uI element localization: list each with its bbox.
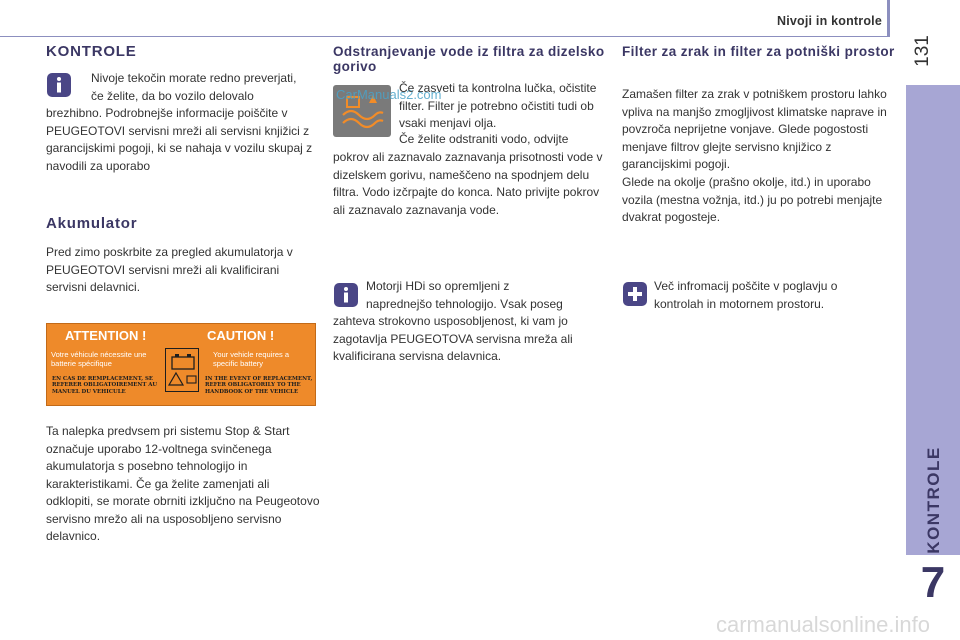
intro-text: brezhibno. Podrobnejše informacije poiščite v PEUGEOTOVI servisni mreži ali servisni knjižici z garancijskimi pogoji, ki se nahaja v vozilu skupaj z navodili za uporabo [46, 106, 313, 173]
label-attention: ATTENTION ! [65, 328, 147, 343]
label-caution: CAUTION ! [207, 328, 275, 343]
plus-icon [623, 282, 647, 306]
chapter-tab-label: KONTROLE [924, 446, 943, 554]
info-icon [47, 73, 71, 97]
sticker-text: Ta nalepka predvsem pri sistemu Stop & Start označuje uporabo 12-voltnega svinčenega akumulatorja s posebno tehnologijo in karakteristikami. Če ga želite zamenjati ali odklopiti, se morate obrniti izključno na Peugeotovo servisno mrežo ali na usposobljeno servisno delavnico. [46, 424, 320, 543]
battery-text: Pred zimo poskrbite za pregled akumulatorja v PEUGEOTOVI servisni mreži ali kvalificirani servisni delavnici. [46, 245, 293, 294]
diesel-filter-text-2: pokrov ali zaznavalo zaznavanja prisotnosti vode v dizelskem gorivu, nameščeno na spodnjem delu filtra. Vodo izčrpajte do konca. Nato privijte pokrov ali zaznavalo zaznavanja vode. [333, 150, 603, 217]
hdi-note-line-1: Motorji HDi so opremljeni z [366, 279, 510, 293]
air-filter-text-1: Zamašen filter za zrak v potniškem prostoru lahko vpliva na manjšo zmogljivost klimatske naprave in povzroča neprijetne vonjave. Glede pogostosti menjave filtrov glejte servisno knjižico z garancijskimi pogoji. [622, 87, 887, 171]
air-filter-heading: Filter za zrak in filter za potniški prostor [622, 44, 895, 59]
header-divider-tick [887, 0, 890, 37]
intro-line-1: Nivoje tekočin morate redno preverjati, [91, 71, 297, 85]
page-number: 131 [912, 35, 933, 67]
label-en-bottom: IN THE EVENT OF REPLACEMENT, REFER OBLIGATORILY TO THE HANDBOOK OF THE VEHICLE [205, 376, 313, 395]
hdi-note-line-2: naprednejšo tehnologijo. Vsak poseg [366, 296, 563, 311]
label-en-sub: Your vehicle requires a specific battery [213, 350, 290, 368]
battery-heading: Akumulator [46, 215, 138, 232]
section-title: Nivoji in kontrole [777, 14, 882, 28]
watermark-overlay: CarManuals2.com [336, 87, 442, 102]
label-fr-bottom: EN CAS DE REMPLACEMENT, SE REFERER OBLIGATOIREMENT AU MANUEL DU VEHICULE [52, 376, 158, 395]
header-divider [0, 36, 888, 37]
diesel-filter-text-1: Če zasveti ta kontrolna lučka, očistite filter. Filter je potrebno očistiti tudi ob vsaki menjavi olja. [399, 81, 597, 130]
chapter-number: 7 [920, 558, 946, 607]
watermark-footer: carmanualsonline.info [715, 612, 930, 637]
more-info-line-1: Več infromacij poščite v poglavju o [654, 279, 838, 293]
intro-line-2: če želite, da bo vozilo delovalo [91, 88, 254, 103]
air-filter-text-2: Glede na okolje (prašno okolje, itd.) in uporabo vozila (mestna vožnja, itd.) ju po potrebi menjajte dvakrat pogosteje. [622, 175, 883, 224]
info-icon [334, 283, 358, 307]
hdi-note-text: zahteva strokovno usposobljenost, ki vam jo zagotavlja PEUGEOTOVA servisna mreža ali kvalificirana servisna delavnica. [333, 314, 573, 363]
more-info-line-2: kontrolah in motornem prostoru. [654, 296, 825, 311]
kontrole-heading: KONTROLE [46, 43, 137, 60]
diesel-filter-text-2-first: Če želite odstraniti vodo, odvijte [399, 132, 569, 146]
battery-warning-icon [165, 348, 199, 392]
label-fr-sub: Votre véhicule nécessite une batterie spécifique [51, 350, 147, 368]
diesel-filter-heading: Odstranjevanje vode iz filtra za dizelsko gorivo [333, 44, 605, 74]
battery-caution-label [46, 323, 316, 406]
